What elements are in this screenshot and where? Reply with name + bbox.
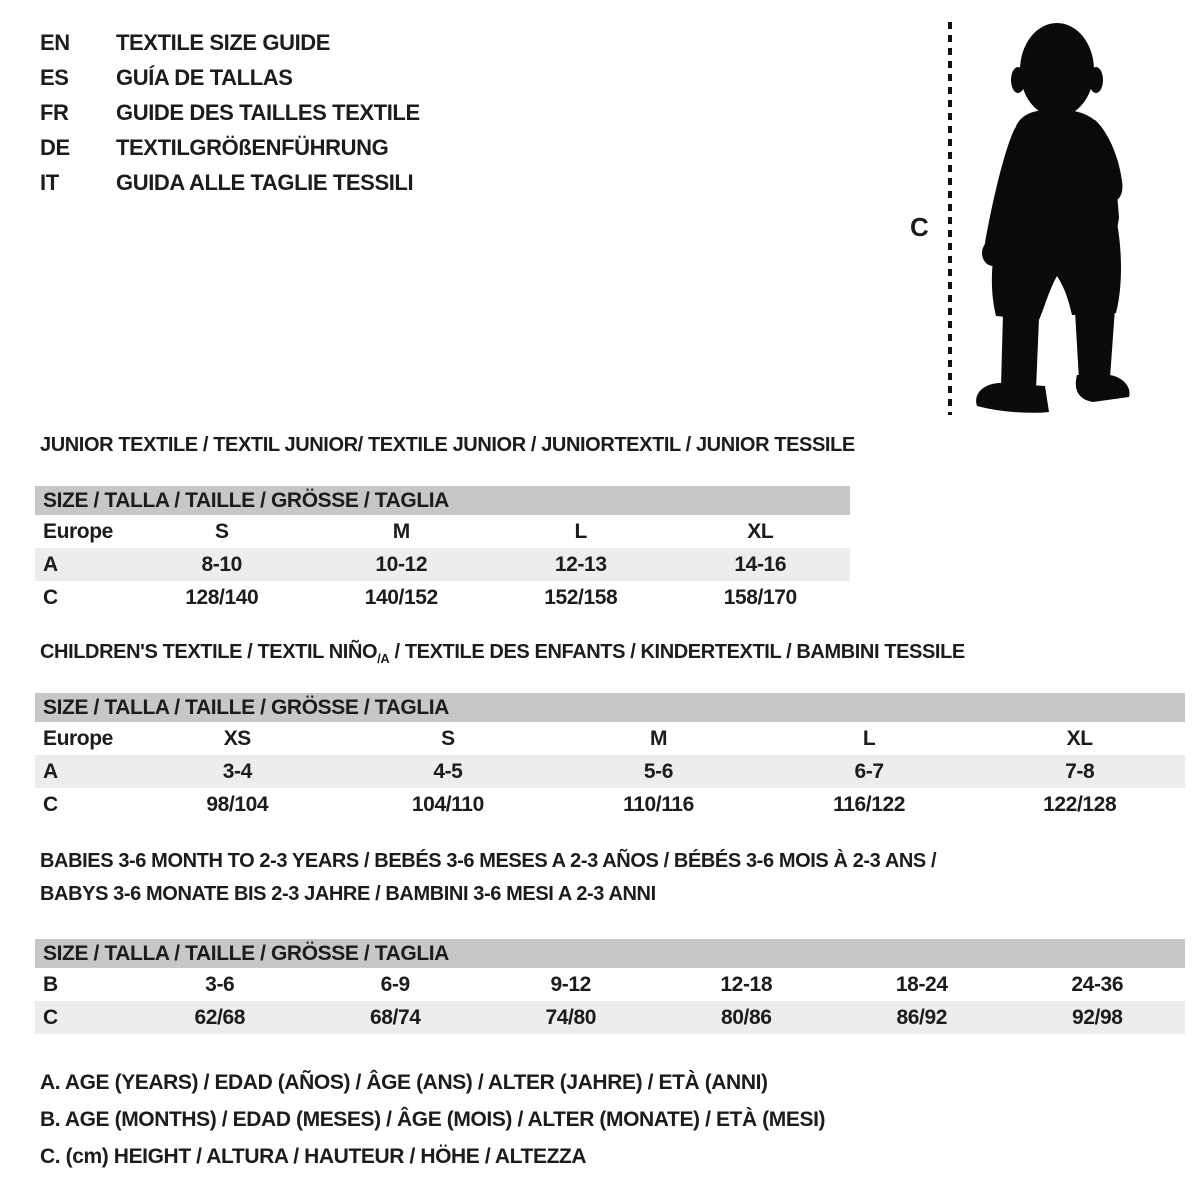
table-row	[35, 548, 850, 581]
table-cell: XS	[223, 726, 251, 750]
table-cell: 98/104	[206, 792, 269, 816]
table-cell: 6-9	[380, 972, 410, 996]
row-label: B	[43, 972, 58, 996]
table-cell: 5-6	[643, 759, 674, 783]
language-code: DE	[40, 135, 70, 160]
children-title-part1: CHILDREN'S TEXTILE / TEXTIL NIÑO	[40, 641, 378, 663]
table-cell: 10-12	[375, 552, 428, 576]
legend-line-c: C. (cm) HEIGHT / ALTURA / HAUTEUR / HÖHE / ALTEZZA	[40, 1144, 587, 1168]
table-cell: 3-6	[205, 972, 235, 996]
children-title-part2: / TEXTILE DES ENFANTS / KINDERTEXTIL / BAMBINI TESSILE	[389, 641, 965, 663]
babies-section-title-line1: BABIES 3-6 MONTH TO 2-3 YEARS / BEBÉS 3-6 MESES A 2-3 AÑOS / BÉBÉS 3-6 MOIS À 2-3 ANS /	[40, 850, 937, 872]
legend-line-a: A. AGE (YEARS) / EDAD (AÑOS) / ÂGE (ANS) / ALTER (JAHRE) / ETÀ (ANNI)	[40, 1070, 768, 1094]
language-row-it	[40, 170, 420, 205]
table-cell: L	[574, 519, 587, 543]
size-table-header: SIZE / TALLA / TAILLE / GRÖSSE / TAGLIA	[35, 939, 1185, 968]
table-cell: 158/170	[723, 585, 797, 609]
table-cell: 92/98	[1071, 1005, 1123, 1029]
table-cell: 152/158	[544, 585, 618, 609]
table-cell: 68/74	[369, 1005, 421, 1029]
language-title: GUÍA DE TALLAS	[116, 65, 293, 90]
row-label: C	[43, 1005, 58, 1029]
babies-size-table	[35, 939, 1185, 1034]
table-cell: 128/140	[185, 585, 259, 609]
row-label: C	[43, 792, 58, 816]
table-cell: 6-7	[854, 759, 884, 783]
language-title: TEXTILGRÖßENFÜHRUNG	[116, 135, 389, 160]
table-cell: XL	[747, 519, 774, 543]
table-cell: 14-16	[734, 552, 787, 576]
table-cell: 80/86	[720, 1005, 772, 1029]
table-cell: 12-18	[720, 972, 773, 996]
language-code: FR	[40, 100, 69, 125]
row-label: C	[43, 585, 58, 609]
table-cell: 104/110	[411, 792, 484, 816]
row-label: A	[43, 759, 58, 783]
table-cell: 18-24	[895, 972, 948, 996]
table-cell: S	[214, 519, 229, 543]
table-cell: 24-36	[1071, 972, 1124, 996]
row-label: A	[43, 552, 58, 576]
table-cell: 86/92	[896, 1005, 948, 1029]
babies-textile-section	[35, 845, 1185, 1034]
table-row	[35, 581, 850, 614]
table-cell: M	[392, 519, 410, 543]
height-marker-label: C	[910, 212, 929, 242]
table-row	[35, 722, 1185, 755]
junior-textile-section	[35, 434, 855, 614]
table-cell: 62/68	[194, 1005, 246, 1029]
language-row-fr	[40, 100, 420, 135]
table-cell: L	[862, 726, 876, 750]
table-cell: XL	[1066, 726, 1093, 750]
language-row-en	[40, 30, 420, 65]
table-cell: 8-10	[201, 552, 242, 576]
junior-section-title: JUNIOR TEXTILE / TEXTIL JUNIOR/ TEXTILE JUNIOR / JUNIORTEXTIL / JUNIOR TESSILE	[40, 434, 855, 456]
size-table-header: SIZE / TALLA / TAILLE / GRÖSSE / TAGLIA	[35, 693, 1185, 722]
table-cell: 140/152	[364, 585, 438, 609]
table-cell: 110/116	[623, 792, 694, 816]
language-row-de	[40, 135, 420, 170]
language-title: TEXTILE SIZE GUIDE	[116, 30, 331, 55]
language-code: IT	[40, 170, 59, 195]
table-row	[35, 515, 850, 548]
measurement-legend	[40, 1064, 825, 1175]
table-cell: 4-5	[433, 759, 463, 783]
table-cell: 3-4	[222, 759, 252, 783]
language-title: GUIDA ALLE TAGLIE TESSILI	[116, 170, 414, 195]
language-code: ES	[40, 65, 69, 90]
language-row-es	[40, 65, 420, 100]
children-size-table	[35, 693, 1185, 821]
row-label: Europe	[43, 726, 113, 750]
babies-section-title-line2: BABYS 3-6 MONATE BIS 2-3 JAHRE / BAMBINI 3-6 MESI A 2-3 ANNI	[40, 883, 656, 905]
row-label: Europe	[43, 519, 113, 543]
language-title: GUIDE DES TAILLES TEXTILE	[116, 100, 420, 125]
junior-size-table	[35, 486, 850, 614]
table-cell: 12-13	[554, 552, 607, 576]
height-dashed-line	[948, 22, 952, 415]
toddler-silhouette-icon	[968, 18, 1140, 418]
children-section-title	[35, 641, 1185, 666]
table-row	[35, 788, 1185, 821]
table-row	[35, 1001, 1185, 1034]
table-cell: 122/128	[1043, 792, 1117, 816]
children-textile-section	[35, 641, 1185, 821]
table-cell: 116/122	[833, 792, 906, 816]
table-row	[35, 755, 1185, 788]
table-cell: 74/80	[545, 1005, 597, 1029]
language-title-list	[40, 30, 420, 205]
table-cell: M	[649, 726, 668, 750]
legend-line-b: B. AGE (MONTHS) / EDAD (MESES) / ÂGE (MOIS) / ALTER (MONATE) / ETÀ (MESI)	[40, 1107, 826, 1131]
table-cell: 9-12	[550, 972, 591, 996]
language-code: EN	[40, 30, 70, 55]
size-table-header: SIZE / TALLA / TAILLE / GRÖSSE / TAGLIA	[35, 486, 850, 515]
children-title-sub: /A	[377, 651, 390, 666]
table-cell: 7-8	[1065, 759, 1095, 783]
table-cell: S	[441, 726, 455, 750]
table-row	[35, 968, 1185, 1001]
